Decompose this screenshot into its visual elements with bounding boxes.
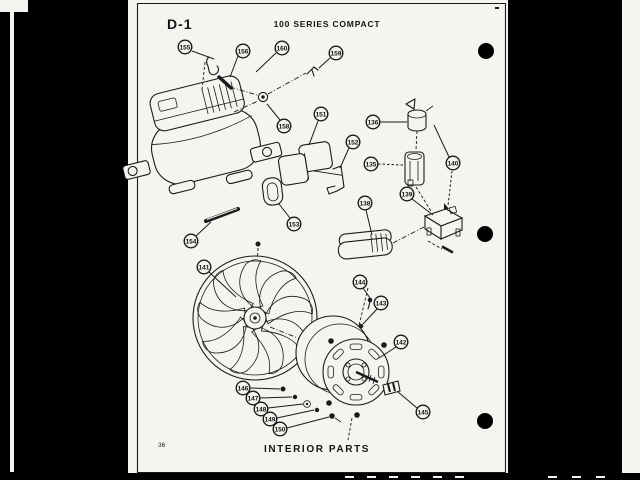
callout-number: 136 — [367, 119, 379, 127]
punch-hole — [478, 43, 494, 59]
callout-144 — [353, 275, 367, 289]
callout-number: 154 — [185, 238, 197, 246]
callout-153 — [287, 217, 301, 231]
callout-number: 145 — [417, 409, 429, 417]
callout-number: 155 — [179, 44, 191, 52]
callout-number: 138 — [359, 200, 371, 208]
punch-hole — [477, 413, 493, 429]
scan-speck — [495, 7, 499, 9]
callout-158 — [277, 119, 291, 133]
callout-number: 160 — [276, 45, 288, 53]
callout-number: 156 — [237, 48, 249, 56]
callout-139 — [400, 187, 414, 201]
page-number: 36 — [158, 442, 166, 449]
callout-number: 147 — [247, 395, 259, 403]
callout-number: 151 — [315, 111, 327, 119]
callout-number: 143 — [375, 300, 387, 308]
scan-edge-right — [622, 0, 640, 480]
callout-number: 159 — [330, 50, 342, 58]
callout-156 — [236, 44, 250, 58]
callout-140 — [446, 156, 460, 170]
page-title: 100 SERIES COMPACT — [273, 19, 381, 29]
callout-135 — [364, 157, 378, 171]
callout-145 — [416, 405, 430, 419]
callout-number: 148 — [255, 406, 267, 414]
footer-title: INTERIOR PARTS — [263, 444, 371, 455]
callout-number: 150 — [274, 426, 286, 434]
callout-number: 139 — [401, 191, 413, 199]
callout-number: 142 — [395, 339, 407, 347]
callout-number: 152 — [347, 139, 359, 147]
callout-152 — [346, 135, 360, 149]
callout-151 — [314, 107, 328, 121]
callout-number: 144 — [354, 279, 366, 287]
callout-number: 158 — [278, 123, 290, 131]
starting-relay — [405, 152, 424, 186]
callout-number: 153 — [288, 221, 300, 229]
callout-number: 140 — [447, 160, 459, 168]
callout-154 — [184, 234, 198, 248]
callout-160 — [275, 41, 289, 55]
callout-143 — [374, 296, 388, 310]
callout-136 — [366, 115, 380, 129]
scan-edge-left-sliver — [10, 10, 14, 472]
doc-code: D-1 — [167, 16, 193, 32]
capacitor — [337, 229, 393, 260]
fan-bolt — [256, 242, 261, 247]
callout-number: 141 — [198, 264, 210, 272]
callout-150 — [273, 422, 287, 436]
callout-159 — [329, 46, 343, 60]
grommet — [258, 92, 267, 101]
callout-155 — [178, 40, 192, 54]
callout-141 — [197, 260, 211, 274]
punch-hole — [477, 226, 493, 242]
callout-number: 146 — [237, 385, 249, 393]
callout-number: 149 — [264, 416, 276, 424]
callout-number: 135 — [365, 161, 377, 169]
callout-142 — [394, 335, 408, 349]
scan-bottom-band — [0, 473, 640, 480]
callout-138 — [358, 196, 372, 210]
